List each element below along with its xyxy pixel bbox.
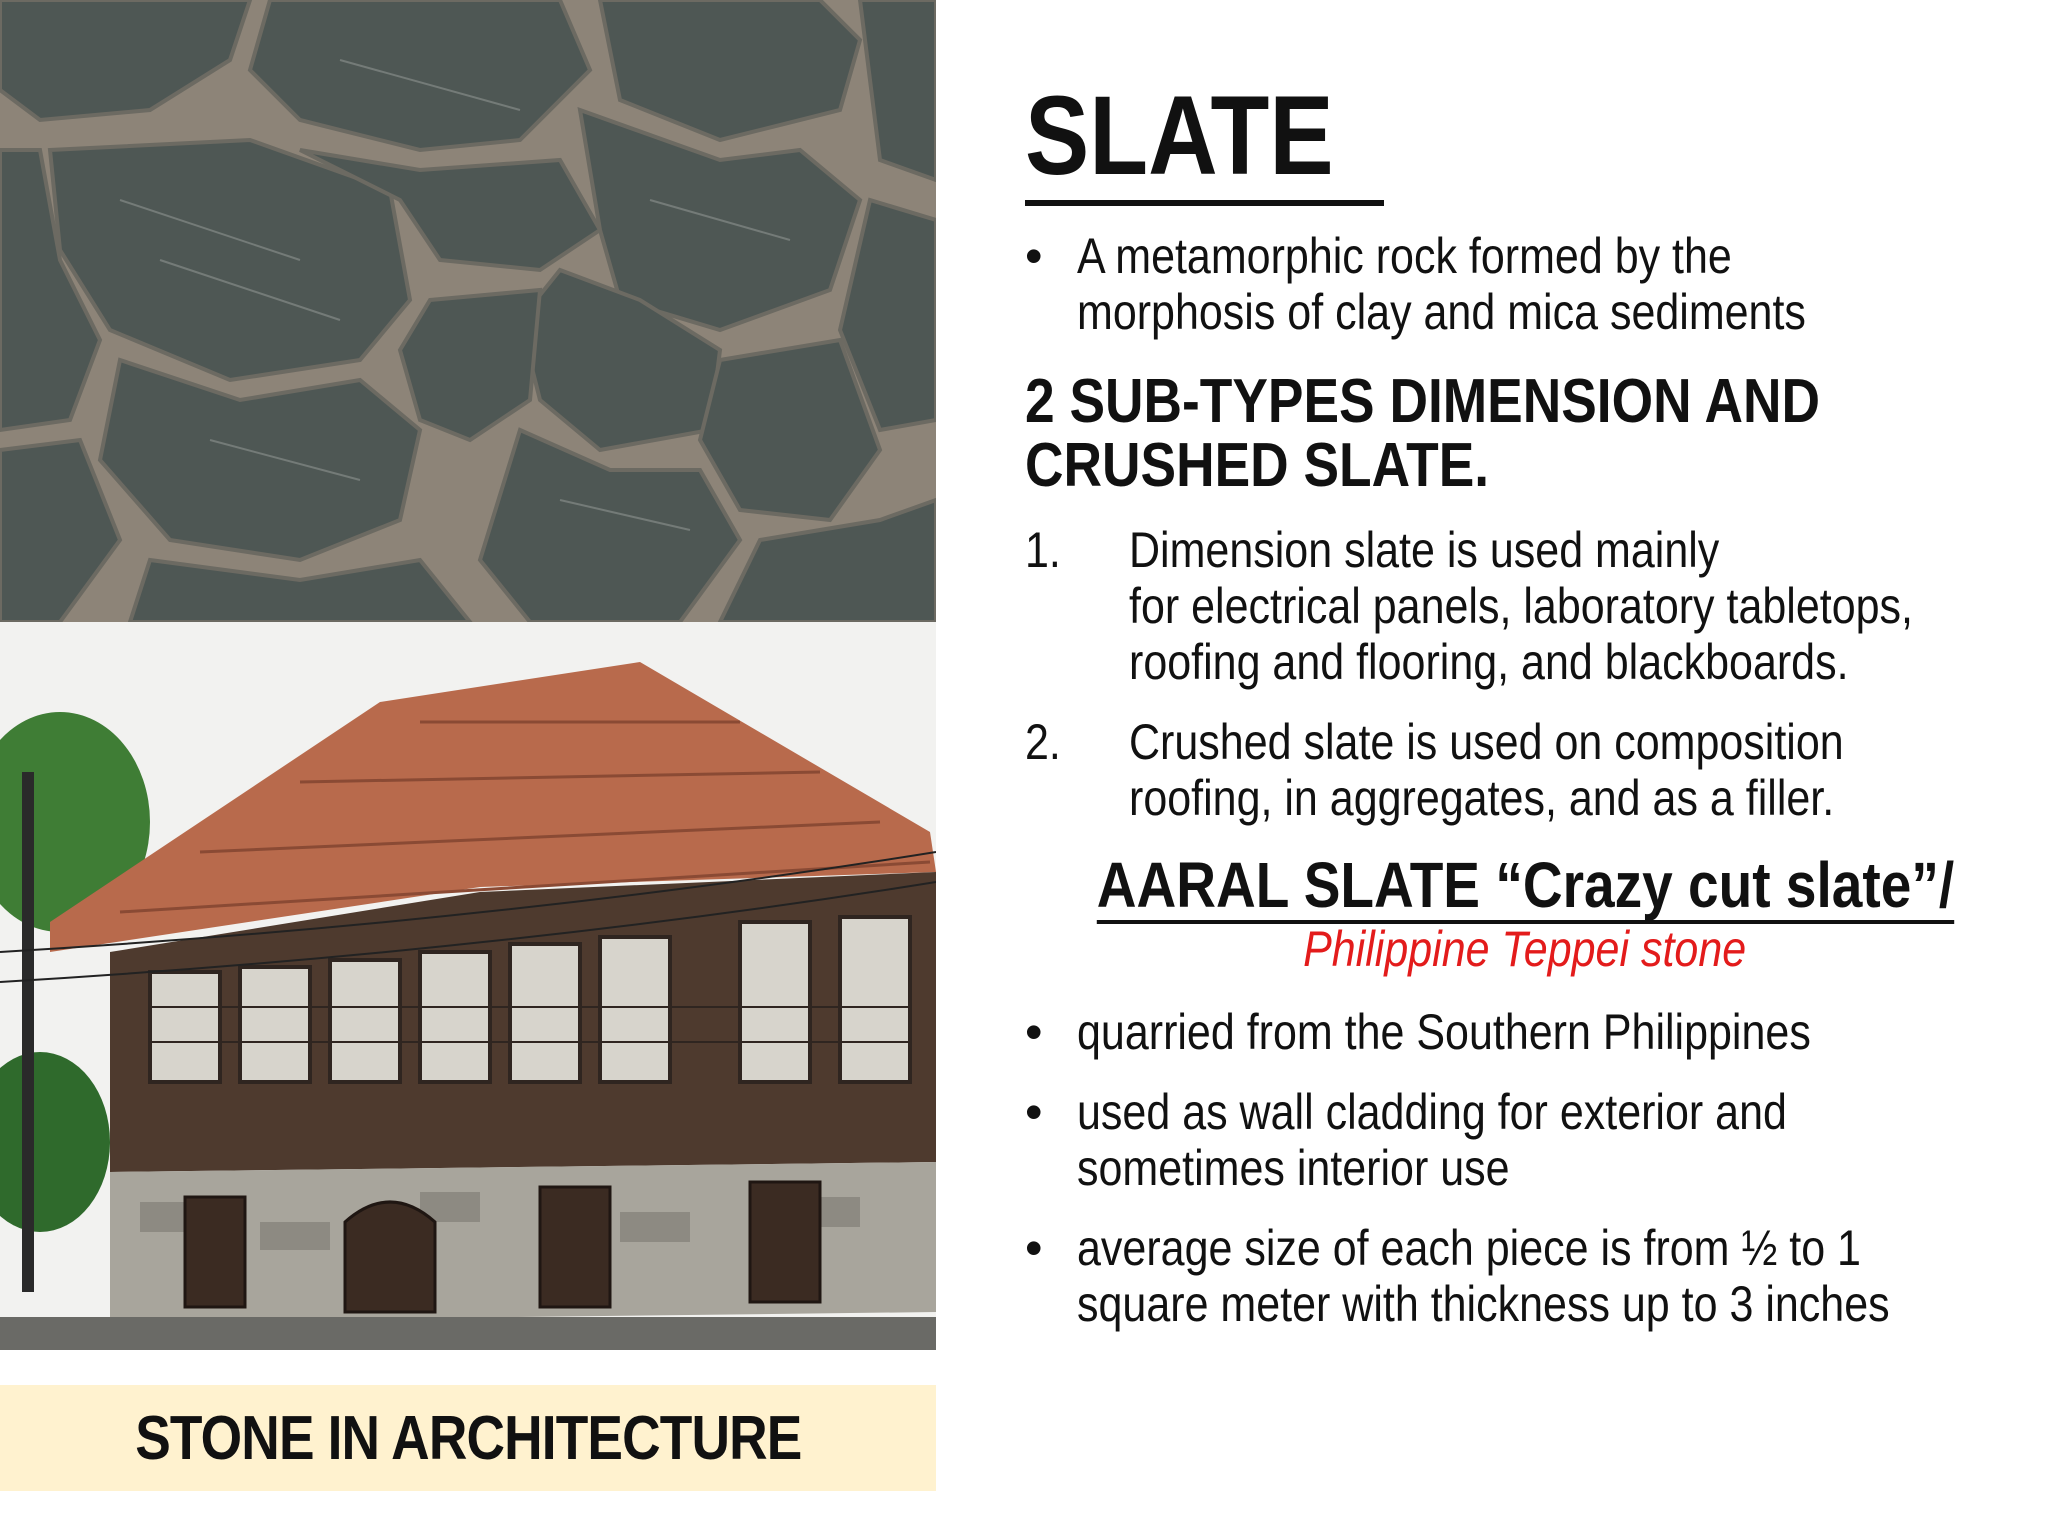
aaral-bullet bbox=[1025, 1004, 2025, 1060]
item-line: Dimension slate is used mainly bbox=[1129, 522, 1720, 578]
intro-line: • A metamorphic rock formed by the bbox=[1077, 228, 1732, 284]
item-line: roofing and flooring, and blackboards. bbox=[1129, 634, 1849, 690]
item-line: Crushed slate is used on composition bbox=[1129, 714, 1844, 770]
footer-banner bbox=[0, 1385, 936, 1491]
item-line: for electrical panels, laboratory tabletops, bbox=[1129, 578, 1913, 634]
item-number: 1. bbox=[1025, 522, 1061, 578]
numbered-item-1 bbox=[1025, 522, 2025, 690]
bullet-line: • average size of each piece is from ½ to 1 bbox=[1077, 1220, 1861, 1276]
intro-bullet bbox=[1025, 228, 2025, 340]
bahay-na-bato-house-photo bbox=[0, 622, 936, 1350]
aaral-heading: AARAL SLATE “Crazy cut slate”/ bbox=[1025, 852, 2025, 924]
aaral-subheading: Philippine Teppei stone bbox=[1303, 921, 1747, 977]
bullet-line: sometimes interior use bbox=[1077, 1140, 1510, 1196]
bullet-line: • used as wall cladding for exterior and bbox=[1077, 1084, 1787, 1140]
aaral-bullet bbox=[1025, 1084, 2025, 1196]
slide-content bbox=[1025, 73, 2025, 1332]
subtypes-heading-line: CRUSHED SLATE. bbox=[1025, 431, 1490, 500]
aaral-bullet bbox=[1025, 1220, 2025, 1332]
intro-line: morphosis of clay and mica sediments bbox=[1077, 284, 1806, 340]
item-number: 2. bbox=[1025, 714, 1061, 770]
slate-wall-photo bbox=[0, 0, 936, 622]
subtypes-heading bbox=[1025, 367, 2025, 500]
slide-title: SLATE bbox=[1025, 80, 1384, 206]
bullet-line: • quarried from the Southern Philippines bbox=[1077, 1004, 1811, 1060]
item-line: roofing, in aggregates, and as a filler. bbox=[1129, 770, 1835, 826]
footer-label: STONE IN ARCHITECTURE bbox=[134, 1403, 802, 1473]
bullet-line: square meter with thickness up to 3 inches bbox=[1077, 1276, 1890, 1332]
numbered-item-2 bbox=[1025, 714, 2025, 826]
subtypes-heading-line: 2 SUB-TYPES DIMENSION AND bbox=[1025, 367, 1820, 436]
